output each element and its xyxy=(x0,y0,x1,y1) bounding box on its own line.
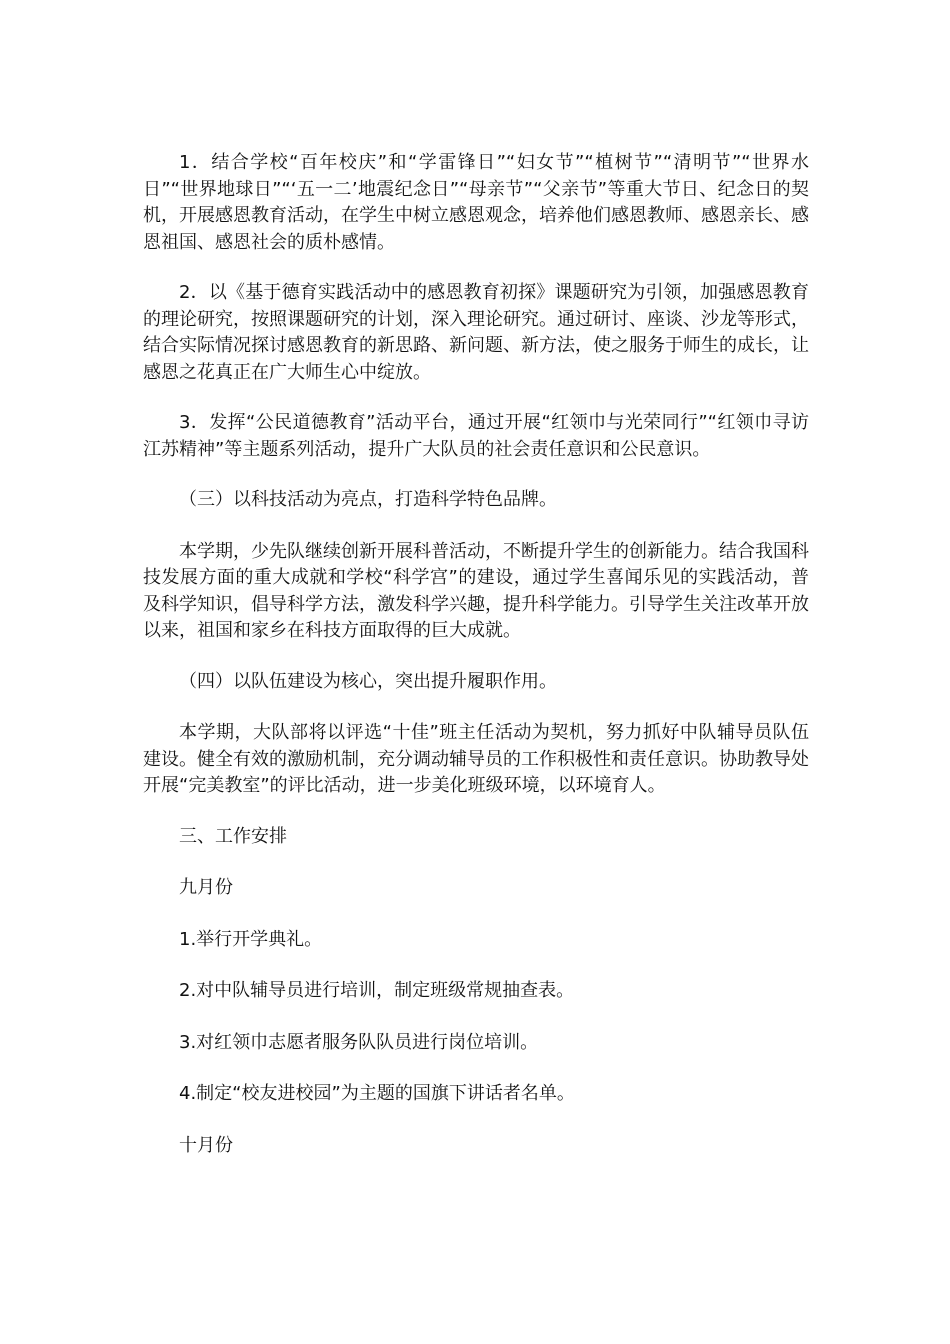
list-item: 1.举行开学典礼。 xyxy=(179,928,323,950)
list-item: 2.对中队辅导员进行培训，制定班级常规抽查表。 xyxy=(179,980,575,1001)
list-item: 4.制定“校友进校园”为主题的国旗下讲话者名单。 xyxy=(179,1083,575,1104)
section-heading-3: （三）以科技活动为亮点，打造科学特色品牌。 xyxy=(179,489,557,510)
paragraph-item-2: 2．以《基于德育实践活动中的感恩教育初探》课题研究为引领，加强感恩教育的理论研究，按照课题研究的计划，深入理论研究。通过研讨、座谈、沙龙等形式，结合实际情况探讨感恩教育的新思路、新问题、新方法，使之服务于师生的成长，让感恩之花真正在广大师生心中绽放。 xyxy=(143,282,809,383)
month-heading-september: 九月份 xyxy=(179,877,233,898)
section-heading-4: （四）以队伍建设为核心，突出提升履职作用。 xyxy=(179,670,557,692)
paragraph-item-1: 1．结合学校“百年校庆”和“学雷锋日”“妇女节”“植树节”“清明节”“世界水日”“世界地球日”“‘五一二’地震纪念日”“母亲节”“父亲节”等重大节日、纪念日的契机，开展感恩教育活动，在学生中树立感恩观念，培养他们感恩教师、感恩亲长、感恩祖国、感恩社会的质朴感情。 xyxy=(143,152,809,253)
paragraph-team: 本学期，大队部将以评选“十佳”班主任活动为契机，努力抓好中队辅导员队伍建设。健全有效的激励机制，充分调动辅导员的工作积极性和责任意识。协助教导处开展“完美教室”的评比活动，进一步美化班级环境，以环境育人。 xyxy=(143,722,809,796)
document-body xyxy=(143,150,809,1184)
paragraph-item-3: 3．发挥“公民道德教育”活动平台，通过开展“红领巾与光荣同行”“红领巾寻访江苏精神”等主题系列活动，提升广大队员的社会责任意识和公民意识。 xyxy=(143,412,809,460)
list-item: 3.对红领巾志愿者服务队队员进行岗位培训。 xyxy=(179,1031,539,1053)
paragraph-science: 本学期，少先队继续创新开展科普活动，不断提升学生的创新能力。结合我国科技发展方面的重大成就和学校“科学宫”的建设，通过学生喜闻乐见的实践活动，普及科学知识，倡导科学方法，激发科学兴趣，提升科学能力。引导学生关注改革开放以来，祖国和家乡在科技方面取得的巨大成就。 xyxy=(143,540,809,641)
month-heading-october: 十月份 xyxy=(179,1134,233,1156)
section-title-schedule: 三、工作安排 xyxy=(179,825,287,847)
